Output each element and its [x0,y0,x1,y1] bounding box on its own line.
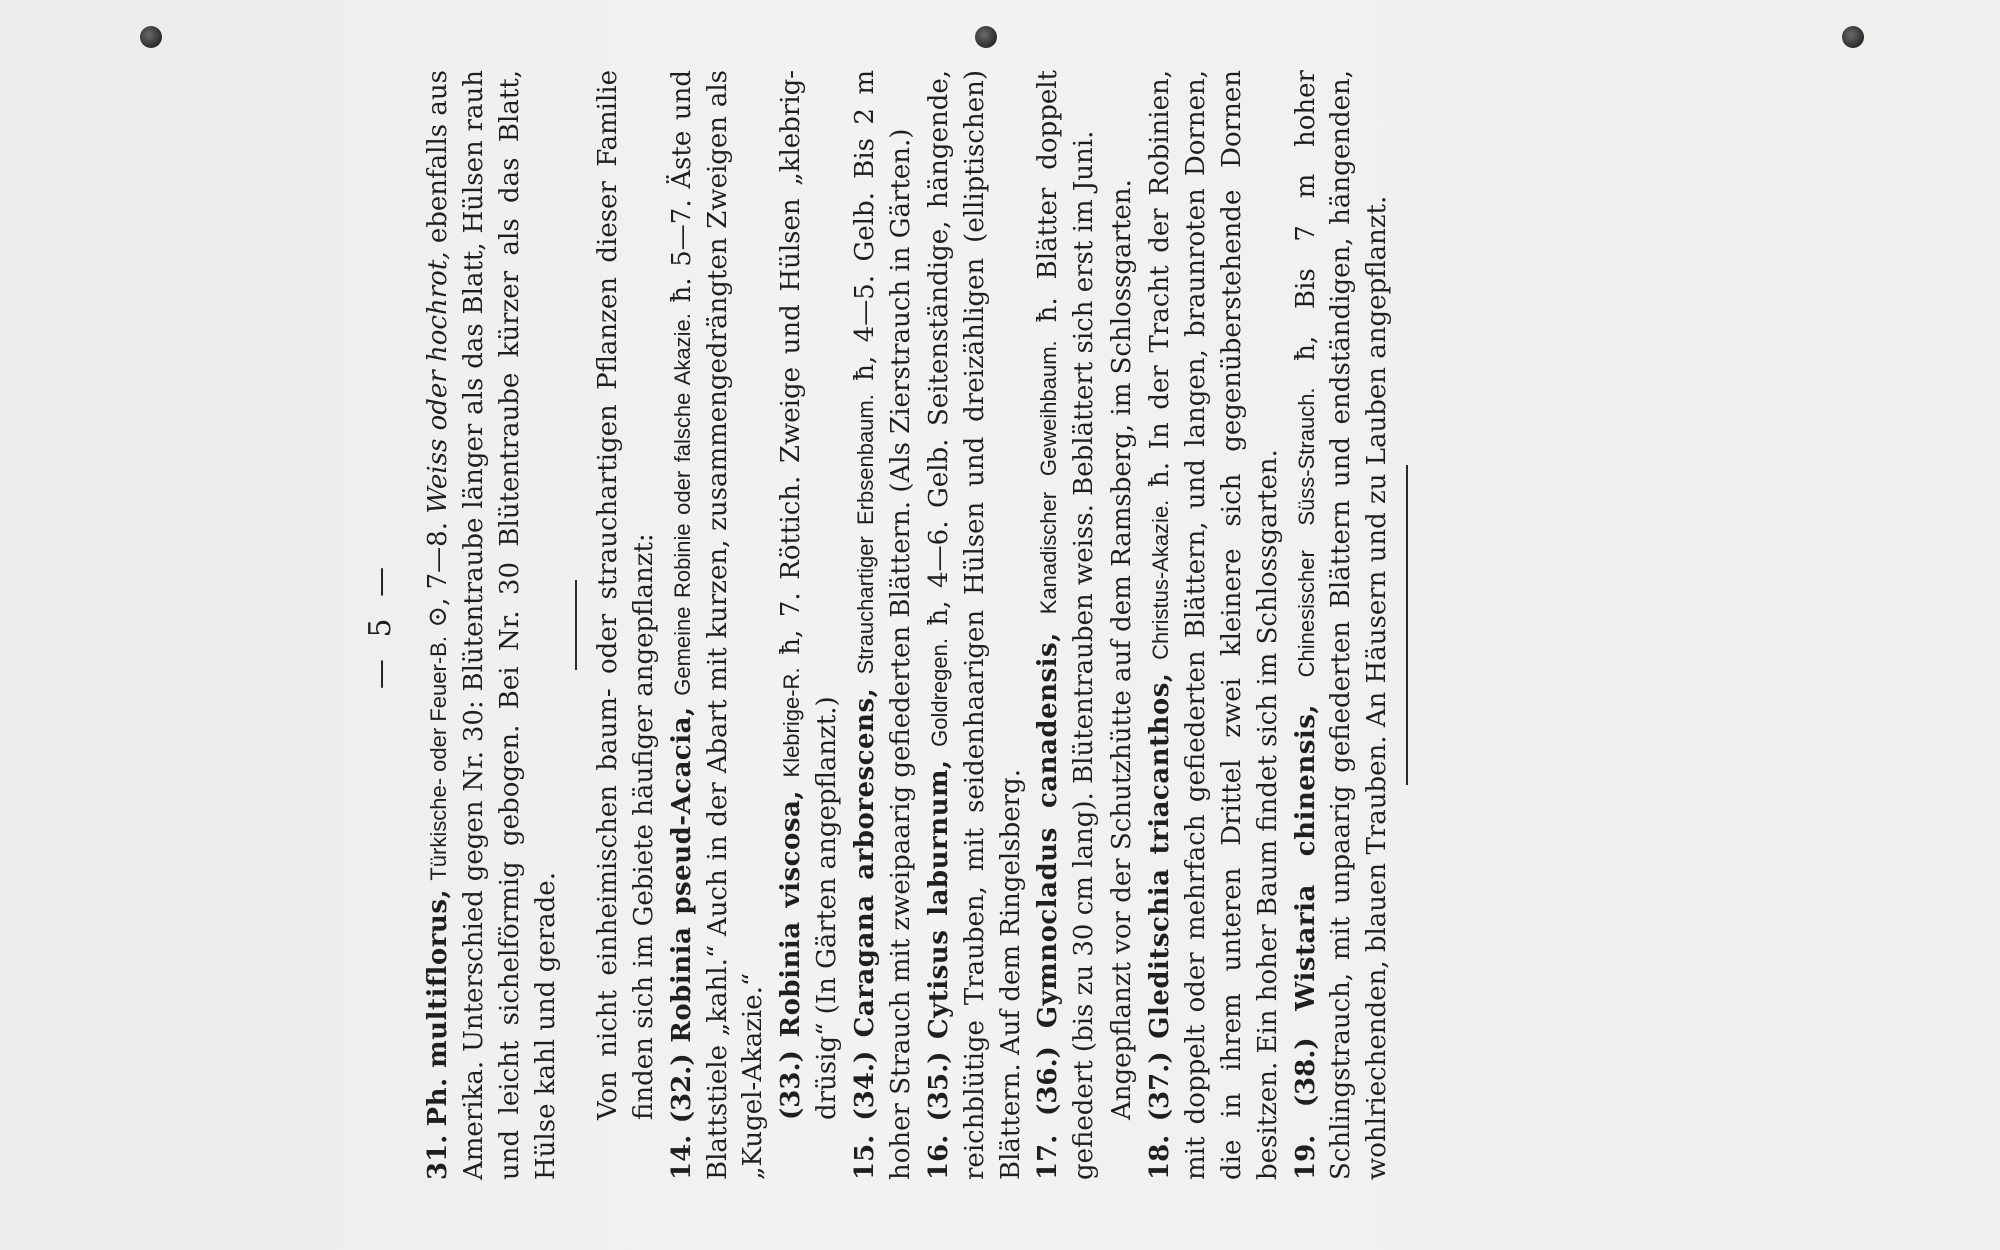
entry-body: ħ, 7. Röttich. Zweige und Hülsen „klebrig-drüsig“ (In Gärten angepflanzt.) [776,70,843,1120]
entry-body: ebenfalls aus Amerika. Unterschied gegen Nr. 30: Blütentraube länger als das Blatt, Hülsen rauh und leicht sichelförmig gebogen. Bei Nr. 30 Blütentraube kürzer als das Blatt, Hülse kahl und gerade. [423,69,562,1180]
entry-number: 18. (37.) [1145,1051,1176,1180]
common-name: Kanadischer Geweihbaum. [1036,340,1062,615]
species-name: Wistaria chinensis, [1290,704,1321,1011]
entry-body: ħ, 4—6. Gelb. Seitenständige, hängende, reichblütige Trauben, mit seidenhaarigen Hülsen und dreizähligen (elliptischen) Blättern. Auf dem Ringelsberg. [923,70,1026,1180]
species-name: Cytisus laburnum, [923,759,954,1040]
punch-hole-icon [140,26,162,48]
entry-number: 17. (36.) [1033,1046,1064,1180]
entry-15 [848,70,920,1180]
species-name: Caragana arborescens, [850,687,881,1038]
common-name: Gemeine Robinie oder falsche Akazie. [669,313,695,696]
entry-body: ħ, 4—5. Gelb. Bis 2 m hoher Strauch mit zweipaarig gefiederten Blättern. (Als Zierstrauch in Gärten.) [850,69,916,1180]
entry-number: 19. (38.) [1290,1037,1321,1180]
entry-body: ħ. 5—7. Äste und Blattstiele „kahl.“ Auch in der Abart mit kurzen, zusammengedrängten Zweigen als „Kugel-Akazie.“ [666,69,769,1180]
entry-14 [665,70,773,1180]
entry-number: 31. [423,1134,454,1180]
species-name: Robinia viscosa, [776,790,807,1038]
entry-body: ħ, Bis 7 m hoher Schlingstrauch, mit unpaarig gefiederten Blättern und endständigen, hängenden, wohlriechenden, blauen Trauben. An Häusern und zu Lauben angepflanzt. [1290,70,1393,1180]
bloom-info: ⊙, 7—8. [423,522,454,628]
punch-hole-icon [1842,26,1864,48]
color-note: Weiss oder hochrot, [423,251,454,514]
common-name: Christus-Akazie. [1148,499,1174,660]
species-name: Gleditschia triacanthos, [1145,672,1176,1039]
common-name: Goldregen. [926,638,952,747]
entry-16 [922,70,1030,1180]
entry-number: 16. (35.) [923,1051,954,1180]
entry-18 [1143,70,1287,1180]
species-name: Ph. multiflorus, [423,888,454,1127]
entry-17 [1031,70,1103,1180]
rotated-text-block [360,0,1830,1250]
entry-number: 14. (32.) [666,1053,697,1180]
entry-19 [1289,70,1397,1180]
entry-33 [774,70,846,1180]
common-name: Türkische- oder Feuer-B. [426,636,452,881]
common-name: Chinesischer Süss-Strauch. [1293,387,1319,678]
entry-body: ħ. Blätter doppelt gefiedert (bis zu 30 cm lang). Blütentrauben weiss. Beblättert sich erst im Juni. [1033,69,1100,1180]
species-name: Gymnocladus canadensis, [1033,632,1064,1029]
entry-17-note: Angepflanzt vor der Schutzhütte auf dem Ramsberg, im Schlossgarten. [1107,179,1138,1120]
entry-31 [421,70,565,1180]
common-name: Klebrige-R. [779,667,805,778]
entry-number: 15. (34.) [850,1050,881,1180]
end-divider [1406,465,1408,785]
common-name: Strauchartiger Erbsenbaum. [853,394,879,675]
page-number: — 5 — [363,560,398,690]
species-name: Robinia pseud-Acacia, [666,706,697,1043]
entry-body: ħ. In der Tracht der Robinien, mit doppelt oder mehrfach gefiederten Blättern, und langen, braunroten Dornen, die in ihrem unteren Drittel zwei kleinere sich gegenüberstehende Dornen besitzen. Ein hoher Baum findet sich im Schlossgarten. [1145,69,1283,1180]
entry-number: (33.) [776,1050,807,1120]
intro-paragraph: Von nicht einheimischen baum- oder strauchartigen Pflanzen dieser Familie finden sich im Gebiete häufiger angepflanzt: [592,70,659,1120]
section-divider [575,580,577,670]
